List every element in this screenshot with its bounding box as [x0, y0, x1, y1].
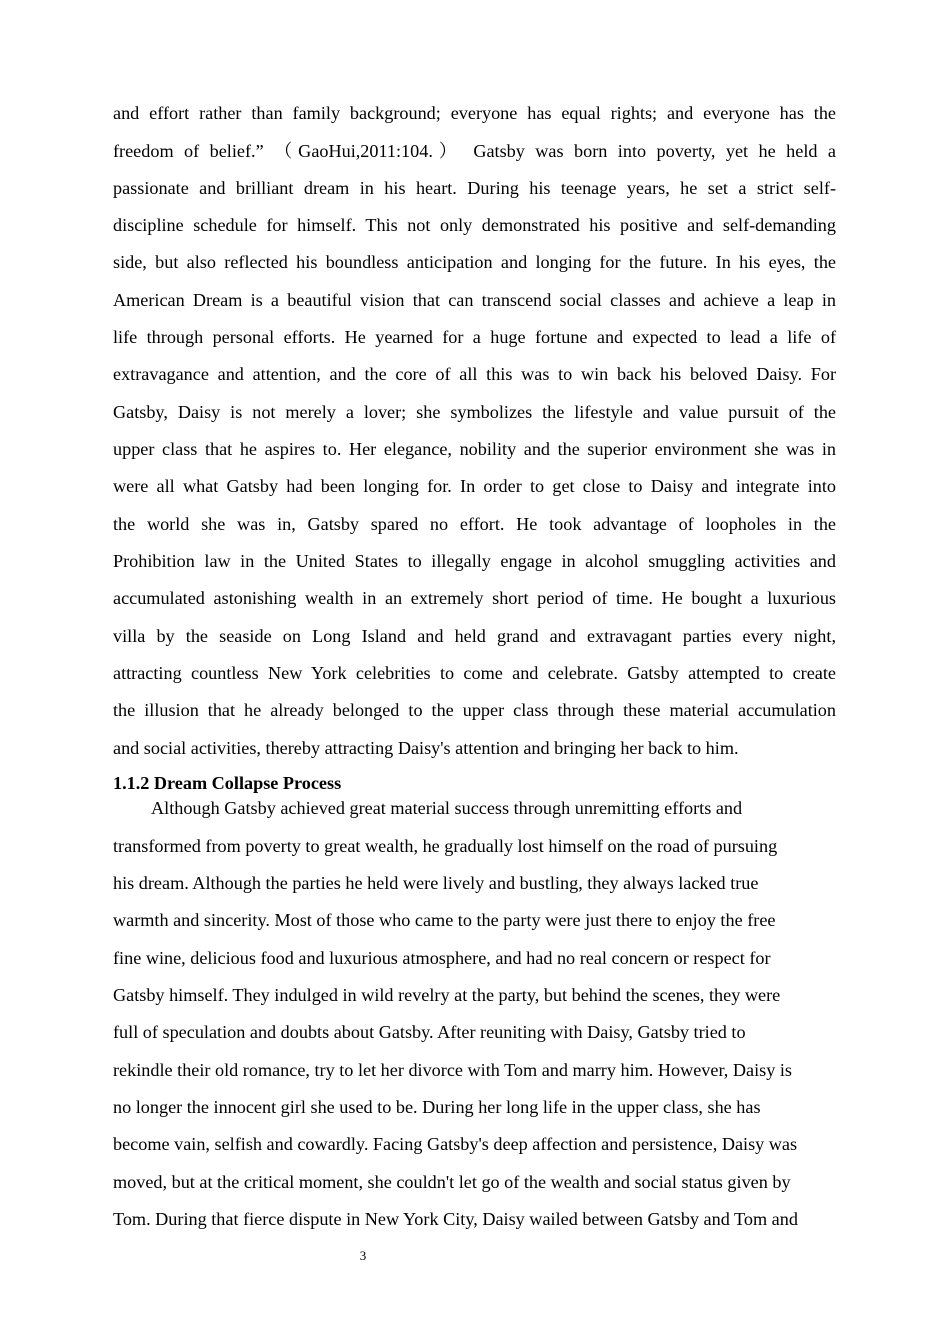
text-line: no longer the innocent girl she used to be. During her long life in the upper class, she has	[113, 1097, 761, 1117]
text-line: side, but also reflected his boundless anticipation and longing for the future. In his eyes, the	[113, 252, 836, 272]
text-line: Gatsby himself. They indulged in wild revelry at the party, but behind the scenes, they were	[113, 985, 781, 1005]
text-line: full of speculation and doubts about Gatsby. After reuniting with Daisy, Gatsby tried to	[113, 1022, 746, 1042]
text-line: upper class that he aspires to. Her elegance, nobility and the superior environment she was in	[113, 439, 836, 459]
text-line: and social activities, thereby attracting Daisy's attention and bringing her back to him.	[113, 738, 739, 758]
text-line: moved, but at the critical moment, she couldn't let go of the wealth and social status given by	[113, 1172, 791, 1192]
section-heading: 1.1.2 Dream Collapse Process	[113, 773, 342, 793]
text-line: villa by the seaside on Long Island and held grand and extravagant parties every night,	[113, 626, 836, 646]
text-line: and effort rather than family background; everyone has equal rights; and everyone has the	[113, 103, 836, 123]
text-line: warmth and sincerity. Most of those who came to the party were just there to enjoy the free	[113, 910, 776, 930]
text-line: attracting countless New York celebrities to come and celebrate. Gatsby attempted to create	[113, 663, 836, 683]
text-line: the world she was in, Gatsby spared no effort. He took advantage of loopholes in the	[113, 514, 836, 534]
text-line: extravagance and attention, and the core of all this was to win back his beloved Daisy. For	[113, 364, 836, 384]
text-line: Although Gatsby achieved great material success through unremitting efforts and	[151, 798, 743, 818]
text-line: become vain, selfish and cowardly. Facing Gatsby's deep affection and persistence, Daisy was	[113, 1134, 798, 1154]
text-line: Gatsby, Daisy is not merely a lover; she symbolizes the lifestyle and value pursuit of the	[113, 402, 836, 422]
text-line: passionate and brilliant dream in his heart. During his teenage years, he set a strict self-	[113, 178, 836, 198]
text-line: discipline schedule for himself. This not only demonstrated his positive and self-demanding	[113, 215, 836, 235]
text-line: the illusion that he already belonged to the upper class through these material accumulation	[113, 700, 836, 720]
text-line: Prohibition law in the United States to illegally engage in alcohol smuggling activities and	[113, 551, 836, 571]
text-line: accumulated astonishing wealth in an extremely short period of time. He bought a luxurious	[113, 588, 836, 608]
page-number: 3	[359, 1248, 367, 1263]
text-line: Tom. During that fierce dispute in New York City, Daisy wailed between Gatsby and Tom and	[113, 1209, 798, 1229]
text-line: life through personal efforts. He yearned for a huge fortune and expected to lead a life of	[113, 327, 836, 347]
text-line: American Dream is a beautiful vision that can transcend social classes and achieve a leap in	[113, 290, 836, 310]
text-line: his dream. Although the parties he held were lively and bustling, they always lacked true	[113, 873, 759, 893]
text-line: fine wine, delicious food and luxurious atmosphere, and had no real concern or respect for	[113, 948, 771, 968]
text-line: freedom of belief.” （GaoHui,2011:104.） Gatsby was born into poverty, yet he held a	[113, 141, 836, 161]
text-line: were all what Gatsby had been longing for. In order to get close to Daisy and integrate into	[113, 476, 836, 496]
text-line: transformed from poverty to great wealth, he gradually lost himself on the road of pursuing	[113, 836, 778, 856]
text-line: rekindle their old romance, try to let her divorce with Tom and marry him. However, Daisy is	[113, 1060, 793, 1080]
